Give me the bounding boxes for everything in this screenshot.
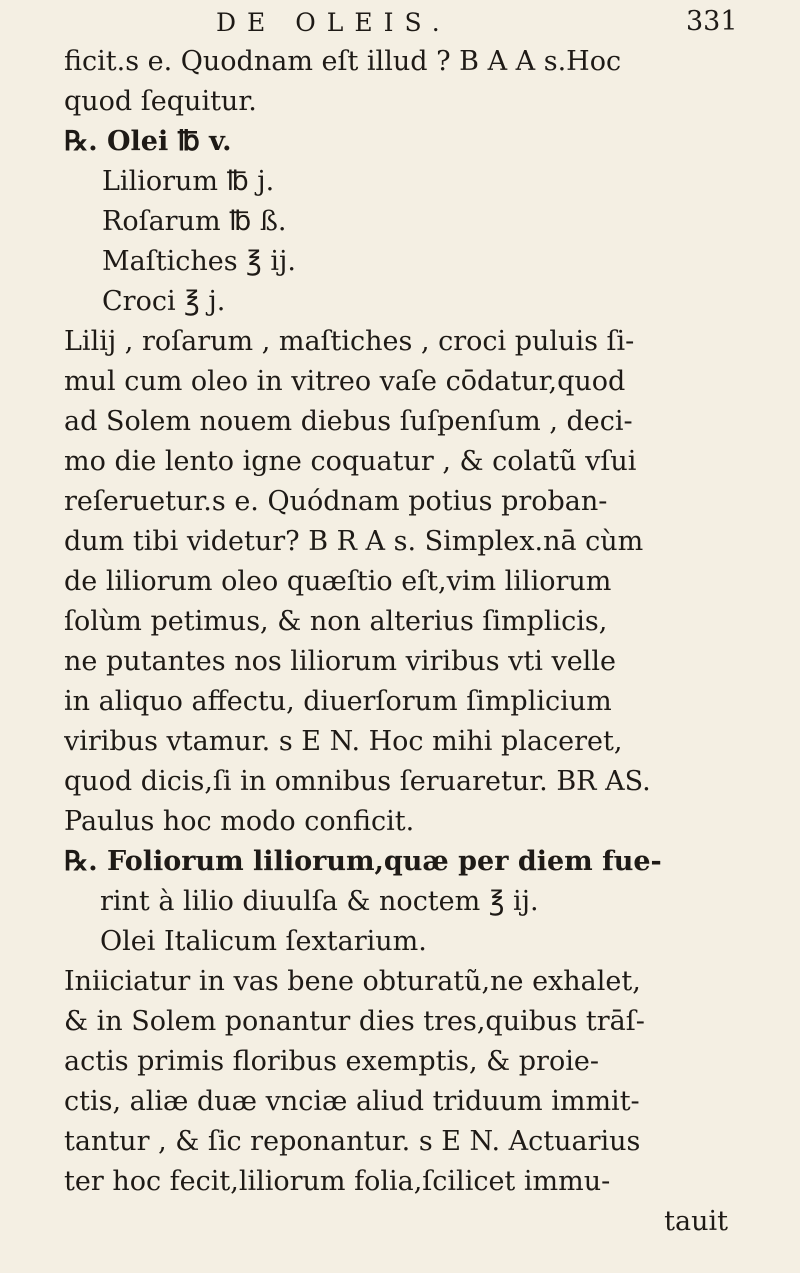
text-line: reſeruetur.s e. Quódnam potius proban- bbox=[64, 486, 608, 517]
text-line: ad Solem nouem diebus ſuſpenſum , deci- bbox=[64, 406, 633, 437]
page-header bbox=[0, 4, 800, 44]
ingredient-line: Maſtiches ℥ ij. bbox=[102, 246, 296, 277]
ingredient-line: Roſarum ℔ ß. bbox=[102, 206, 287, 237]
ingredient-line: Olei Italicum ſextarium. bbox=[100, 926, 427, 957]
text-line: actis primis floribus exemptis, & proie- bbox=[64, 1046, 599, 1077]
text-line: mul cum oleo in vitreo vaſe cōdatur,quod bbox=[64, 366, 626, 397]
ingredient-line: rint à lilio diuulſa & noctem ℥ ij. bbox=[100, 886, 539, 917]
text-line: Iniiciatur in vas bene obturatũ,ne exhalet, bbox=[64, 966, 641, 997]
text-line: quod ſequitur. bbox=[64, 86, 257, 117]
text-line: ficit.s e. Quodnam eſt illud ? B A A s.Hoc bbox=[64, 46, 622, 77]
text-line: dum tibi videtur? B R A s. Simplex.nā cùm bbox=[64, 526, 644, 557]
text-line: & in Solem ponantur dies tres,quibus trāſ- bbox=[64, 1006, 645, 1037]
text-line: quod dicis,ſi in omnibus ſeruaretur. BR AS. bbox=[64, 766, 651, 797]
running-head: DE OLEIS. bbox=[216, 8, 451, 37]
catchword: tauit bbox=[664, 1206, 728, 1237]
text-line: Paulus hoc modo conficit. bbox=[64, 806, 415, 837]
text-line: in aliquo affectu, diuerſorum ſimplicium bbox=[64, 686, 612, 717]
recipe-heading: ℞. Olei ℔ v. bbox=[64, 126, 232, 157]
text-line: tantur , & ſic reponantur. s E N. Actuarius bbox=[64, 1126, 641, 1157]
text-line: viribus vtamur. s E N. Hoc mihi placeret, bbox=[64, 726, 623, 757]
ingredient-line: Croci ℥ j. bbox=[102, 286, 226, 317]
page-number: 331 bbox=[686, 6, 738, 37]
recipe-heading: ℞. Foliorum liliorum,quæ per diem fue- bbox=[64, 846, 662, 877]
text-line: mo die lento igne coquatur , & colatũ vſui bbox=[64, 446, 637, 477]
text-line: ſolùm petimus, & non alterius ſimplicis, bbox=[64, 606, 608, 637]
text-line: Lilij , roſarum , maſtiches , croci puluis ſi- bbox=[64, 326, 635, 357]
text-line: de liliorum oleo quæſtio eſt,vim liliorum bbox=[64, 566, 612, 597]
text-line: ne putantes nos liliorum viribus vti velle bbox=[64, 646, 616, 677]
text-line: ter hoc fecit,liliorum folia,ſcilicet immu- bbox=[64, 1166, 611, 1197]
ingredient-line: Liliorum ℔ j. bbox=[102, 166, 275, 197]
text-line: ctis, aliæ duæ vnciæ aliud triduum immit- bbox=[64, 1086, 640, 1117]
